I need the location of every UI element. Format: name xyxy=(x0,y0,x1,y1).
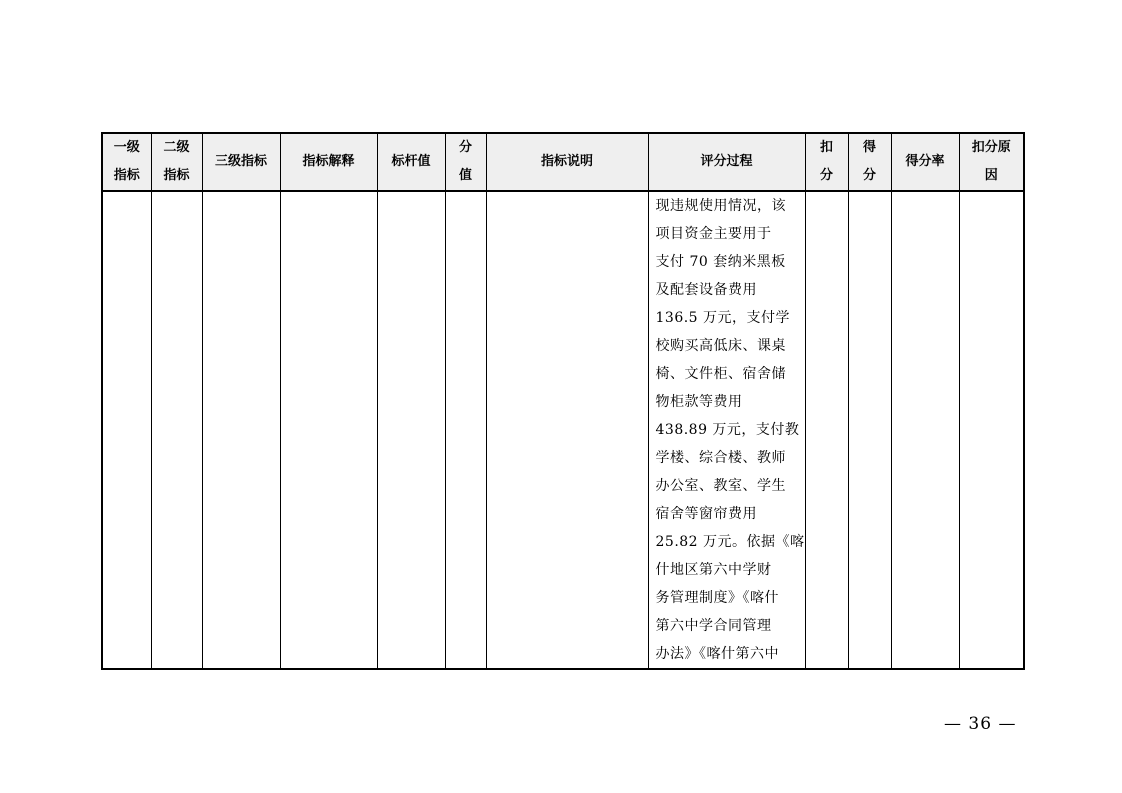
process-line: 宿舍等窗帘费用 xyxy=(655,506,757,522)
table-row xyxy=(102,191,1024,669)
header-indicator-explanation xyxy=(280,133,377,191)
cell-level3-indicator xyxy=(202,191,280,669)
header-text: 扣分原 xyxy=(971,140,1011,155)
header-text: 指标解释 xyxy=(302,154,355,169)
header-deduction-reason xyxy=(959,133,1024,191)
process-line: 现违规使用情况，该 xyxy=(655,198,786,214)
header-row xyxy=(102,133,1024,191)
cell-deduction-reason xyxy=(959,191,1024,669)
process-line: 438.89 万元，支付教 xyxy=(655,422,800,438)
process-line: 学楼、综合楼、教师 xyxy=(655,450,786,466)
process-line: 什地区第六中学财 xyxy=(655,562,772,578)
evaluation-table xyxy=(101,132,1025,670)
page-number: — 36 — xyxy=(944,714,1017,734)
header-text: 分 xyxy=(863,168,877,183)
header-text: 指标 xyxy=(163,168,190,183)
header-text: 一级 xyxy=(113,140,140,155)
cell-benchmark-value xyxy=(377,191,445,669)
header-score xyxy=(848,133,891,191)
header-text: 二级 xyxy=(163,140,190,155)
header-indicator-description xyxy=(486,133,648,191)
process-line: 办法》《喀什第六中 xyxy=(655,646,779,662)
header-text: 因 xyxy=(984,168,998,183)
cell-score xyxy=(848,191,891,669)
process-line: 136.5 万元，支付学 xyxy=(655,310,791,326)
cell-level1-indicator xyxy=(102,191,151,669)
header-text: 分 xyxy=(458,140,472,155)
header-level1-indicator xyxy=(102,133,151,191)
process-line: 第六中学合同管理 xyxy=(655,618,772,634)
process-line: 物柜款等费用 xyxy=(655,394,743,410)
cell-score-rate xyxy=(891,191,959,669)
header-text: 值 xyxy=(458,168,472,183)
cell-scoring-process xyxy=(648,191,805,669)
header-text: 扣 xyxy=(820,140,834,155)
cell-indicator-description xyxy=(486,191,648,669)
process-line: 及配套设备费用 xyxy=(655,282,757,298)
process-line: 务管理制度》《喀什 xyxy=(655,590,779,606)
header-text: 标杆值 xyxy=(391,154,431,169)
header-text: 分 xyxy=(820,168,834,183)
process-line: 项目资金主要用于 xyxy=(655,226,772,242)
header-text: 三级指标 xyxy=(214,154,267,169)
header-benchmark-value xyxy=(377,133,445,191)
header-text: 指标说明 xyxy=(540,154,593,169)
process-line: 椅、文件柜、宿舍储 xyxy=(655,366,786,382)
header-score-value xyxy=(445,133,486,191)
header-text: 指标 xyxy=(113,168,140,183)
process-line: 支付 70 套纳米黑板 xyxy=(655,254,786,270)
process-line: 校购买高低床、课桌 xyxy=(655,338,786,354)
header-level2-indicator xyxy=(151,133,202,191)
header-text: 得 xyxy=(863,140,877,155)
header-text: 评分过程 xyxy=(700,154,753,169)
cell-score-value xyxy=(445,191,486,669)
header-scoring-process xyxy=(648,133,805,191)
process-line: 办公室、教室、学生 xyxy=(655,478,786,494)
header-score-rate xyxy=(891,133,959,191)
process-line: 25.82 万元。依据《喀 xyxy=(655,534,805,550)
header-text: 得分率 xyxy=(905,154,945,169)
cell-deduction xyxy=(805,191,848,669)
header-level3-indicator xyxy=(202,133,280,191)
cell-level2-indicator xyxy=(151,191,202,669)
header-deduction xyxy=(805,133,848,191)
cell-indicator-explanation xyxy=(280,191,377,669)
